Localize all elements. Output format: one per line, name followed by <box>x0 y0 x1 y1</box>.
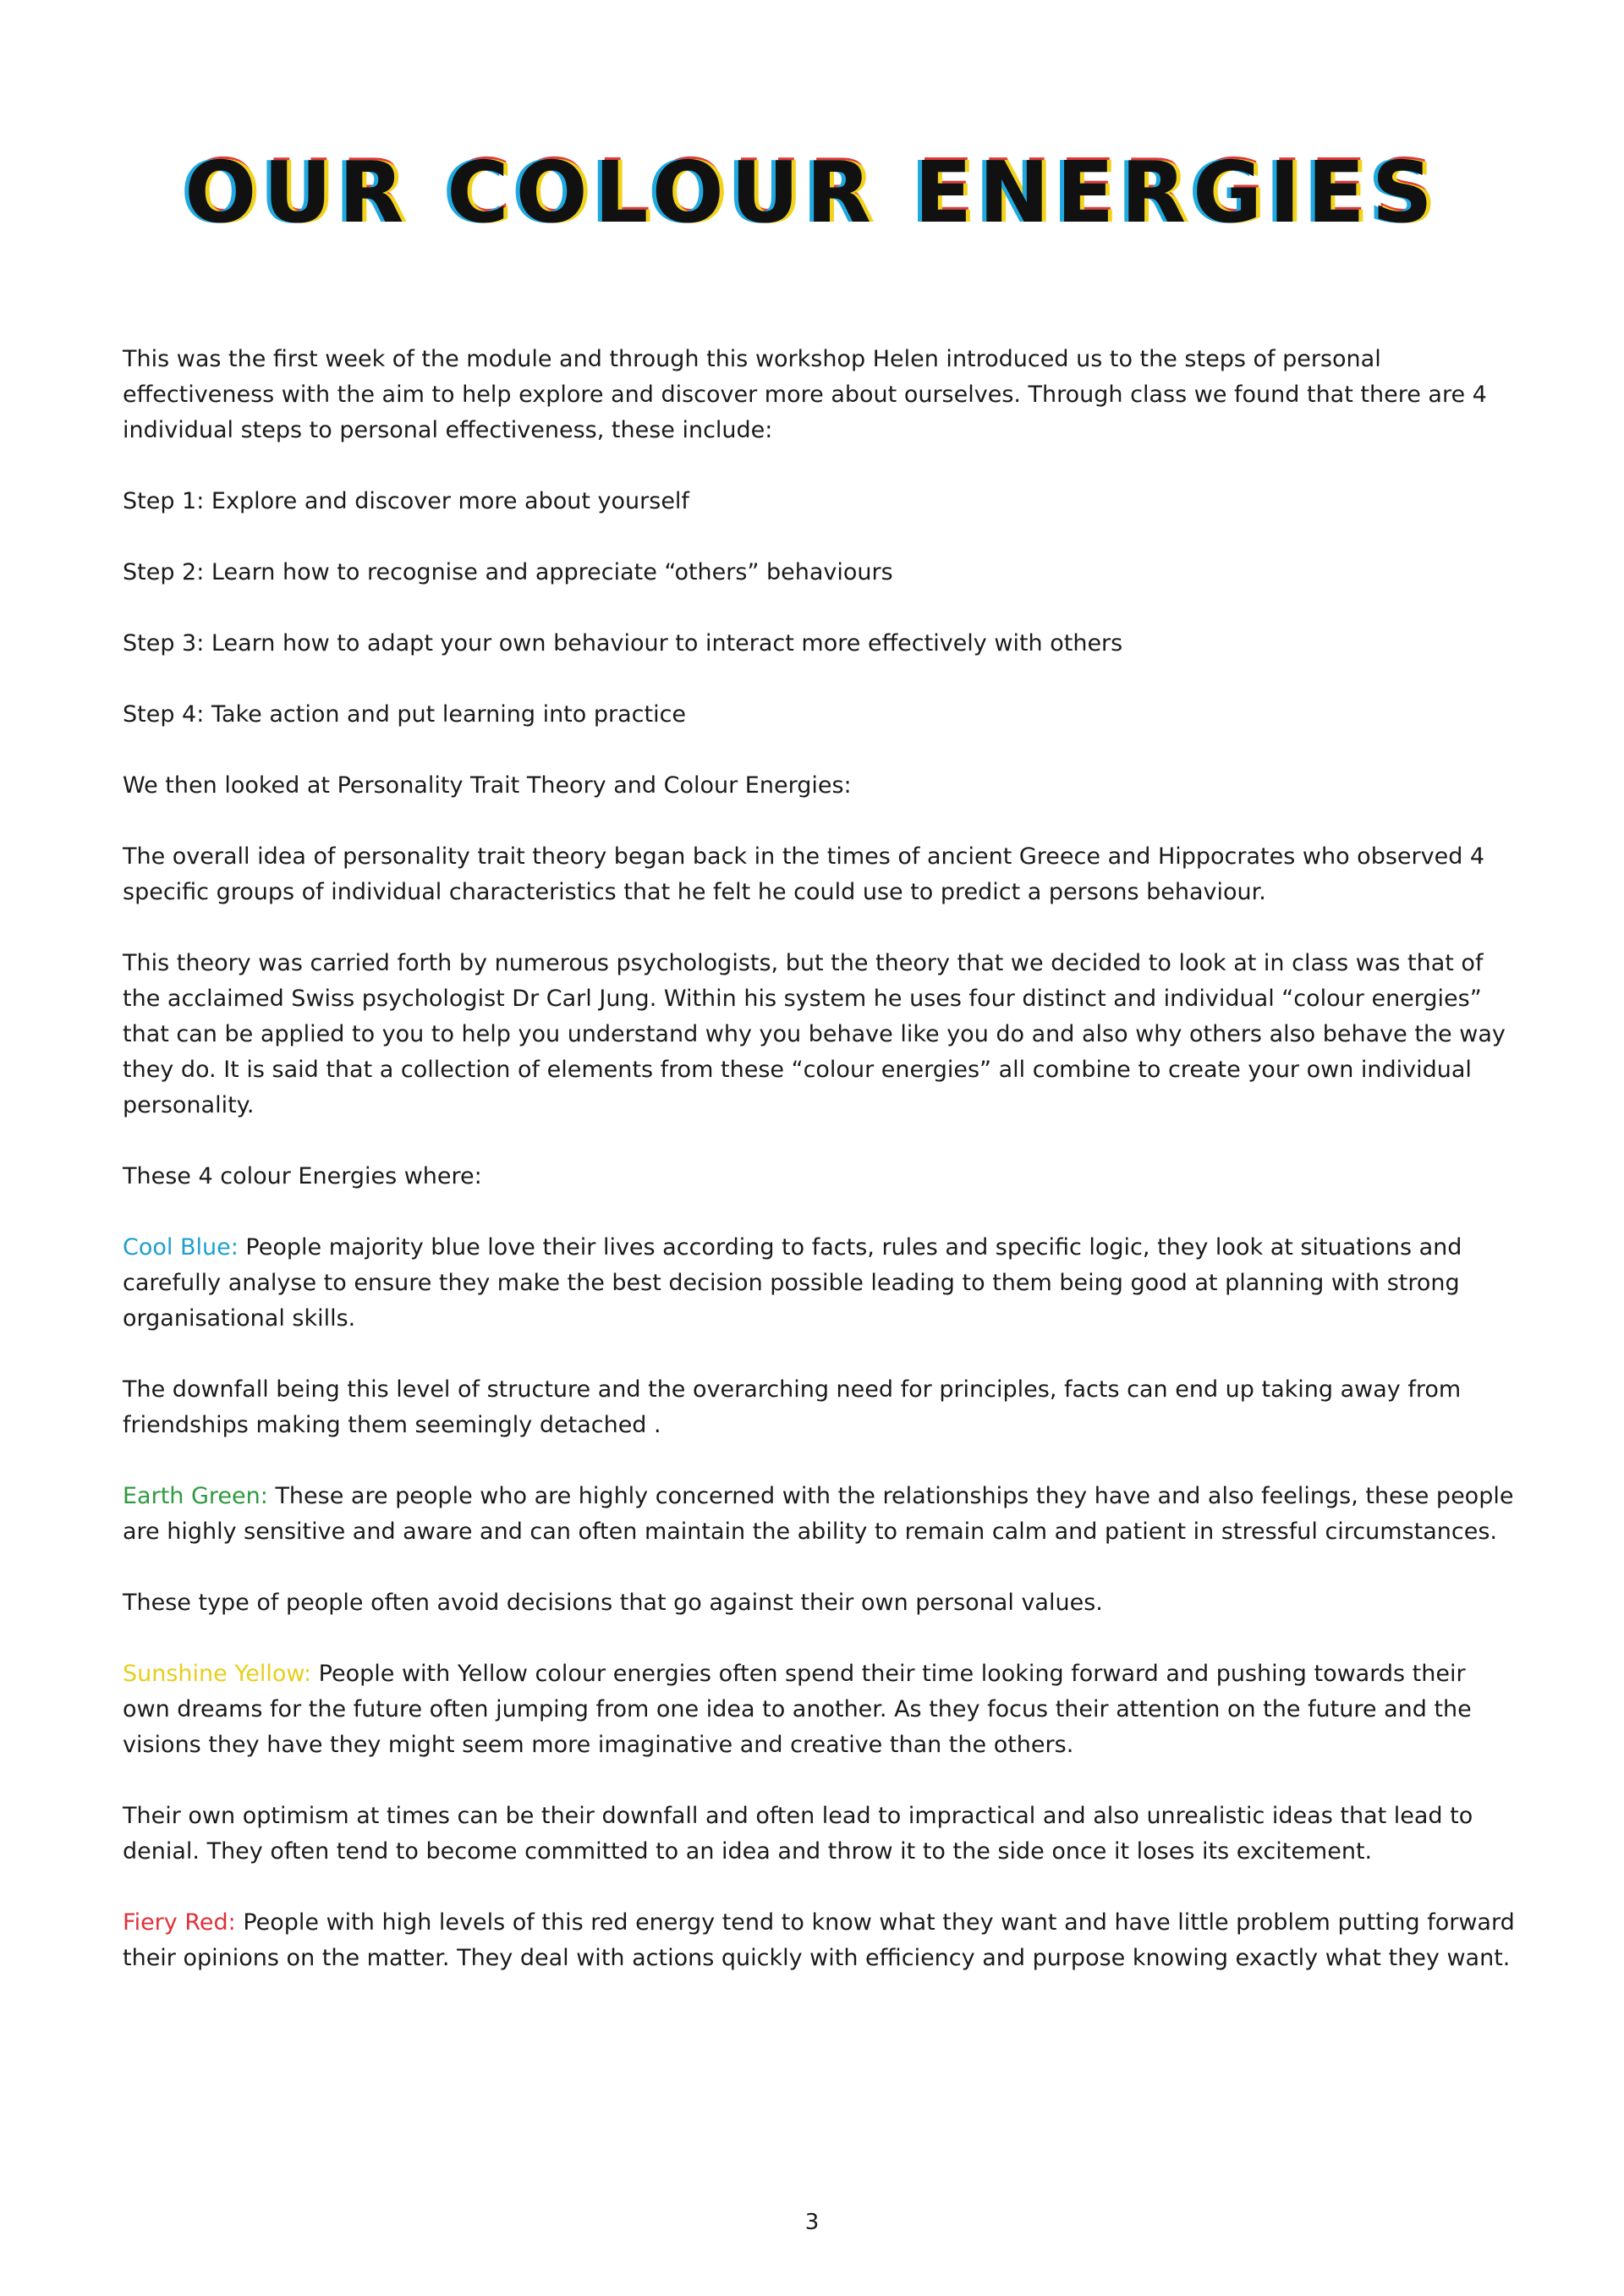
energy-red-text: People with high levels of this red energy tend to know what they want and have little problem putting forward their opinions on the matter. They deal with actions quickly with efficiency and purpose knowing exactly what they want. <box>123 1909 1515 1971</box>
energy-red-label: Fiery Red: <box>123 1909 236 1936</box>
energy-green-label: Earth Green: <box>123 1483 268 1509</box>
step-2: Step 2: Learn how to recognise and appreciate “others” behaviours <box>123 559 893 585</box>
theory-paragraph-2: This theory was carried forth by numerous psychologists, but the theory that we decided to look at in class was that of the acclaimed Swiss psychologist Dr Carl Jung. Within his system he uses four distinct and individual “colour energies” that can be applied to you to help you understand why you behave like you do and also why others also behave the way they do. It is said that a collection of elements from these “colour energies” all combine to create your own individual personality. <box>123 950 1506 1118</box>
step-3: Step 3: Learn how to adapt your own behaviour to interact more effectively with others <box>123 630 1123 656</box>
intro-paragraph: This was the first week of the module and through this workshop Helen introduced us to the steps of personal effectiveness with the aim to help explore and discover more about ourselves. Through class we found that there are 4 individual steps to personal effectiveness, these include: <box>123 346 1487 443</box>
energy-yellow-text: People with Yellow colour energies often spend their time looking forward and pushing towards their own dreams for the future often jumping from one idea to another. As they focus their attention on the future and the visions they have they might seem more imaginative and creative than the others. <box>123 1661 1472 1758</box>
energy-green-followup: These type of people often avoid decisions that go against their own personal values. <box>123 1590 1103 1616</box>
energy-green-text: These are people who are highly concerned with the relationships they have and also feelings, these people are highly sensitive and aware and can often maintain the ability to remain calm and patient in stressful circumstances. <box>123 1483 1514 1545</box>
energy-yellow-paragraph <box>123 1656 1518 1763</box>
page-title: OUR COLOUR ENERGIES <box>184 143 1440 242</box>
body-text <box>123 342 1518 2012</box>
title-block <box>0 142 1624 244</box>
energy-blue-text: People majority blue love their lives according to facts, rules and specific logic, they look at situations and carefully analyse to ensure they make the best decision possible leading to them being good at planning with strong organisational skills. <box>123 1234 1462 1332</box>
energy-yellow-followup: Their own optimism at times can be their downfall and often lead to impractical and also unrealistic ideas that lead to denial. They often tend to become committed to an idea and throw it to the side once it loses its excitement. <box>123 1803 1473 1865</box>
energy-yellow-label: Sunshine Yellow: <box>123 1661 312 1687</box>
energy-blue-label: Cool Blue: <box>123 1234 239 1261</box>
step-4: Step 4: Take action and put learning into practice <box>123 701 687 728</box>
energy-blue-paragraph <box>123 1230 1518 1337</box>
energy-red-paragraph <box>123 1905 1518 1976</box>
theory-paragraph-1: The overall idea of personality trait theory began back in the times of ancient Greece and Hippocrates who observed 4 specific groups of individual characteristics that he felt he could use to predict a persons behaviour. <box>123 843 1485 905</box>
step-1: Step 1: Explore and discover more about yourself <box>123 488 689 514</box>
lead-in-paragraph: We then looked at Personality Trait Theory and Colour Energies: <box>123 772 852 799</box>
energy-blue-followup: The downfall being this level of structure and the overarching need for principles, facts can end up taking away from friendships making them seemingly detached . <box>123 1376 1462 1438</box>
energy-green-paragraph <box>123 1479 1518 1550</box>
page-number: 3 <box>804 2210 820 2235</box>
energies-intro: These 4 colour Energies where: <box>123 1163 482 1189</box>
